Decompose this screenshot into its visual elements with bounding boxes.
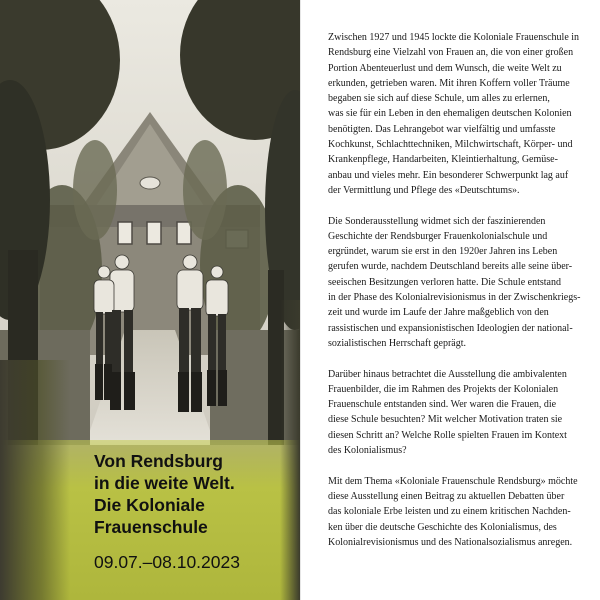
text-line: ergründet, warum sie erst in den 1920er Jahren ins Leben <box>328 246 558 258</box>
text-line: Die Sonderausstellung widmet sich der faszinierenden <box>328 215 546 227</box>
text-line: Zwischen 1927 und 1945 lockte die Koloniale Frauenschule in <box>328 32 580 43</box>
text-line: Mit dem Thema «Koloniale Frauenschule Rendsburg» möchte <box>328 475 578 487</box>
title-line: in die weite Welt. <box>94 473 235 493</box>
text-line: Geschichte der Rendsburger Frauenkolonialschule und <box>328 230 548 242</box>
text-line: zeit und wurde im Laufe der Jahre maßgeblich von den <box>328 307 549 319</box>
text-line: der Vermittlung und Pflege des «Deutschtums». <box>328 184 520 196</box>
text-line: Krankenpflege, Handarbeiten, Kleintierhaltung, Gemüse- <box>328 154 558 166</box>
text-line: in der Phase des Kolonialrevisionismus in der Zwischenkriegs- <box>328 292 581 304</box>
title-line: Frauenschule <box>94 517 208 537</box>
paragraph-history <box>328 214 598 352</box>
paragraph-conclusion <box>328 474 598 550</box>
text-line: begaben sie sich auf diese Schule, um alles zu erlernen, <box>328 93 550 105</box>
text-line: diese Schule besuchten? Mit welcher Motivation traten sie <box>328 414 563 426</box>
exhibition-title <box>94 450 294 538</box>
text-line: Frauenbilder, die im Rahmen des Projekts der Kolonialen <box>328 383 559 395</box>
text-line: Portion Abenteuerlust und dem Wunsch, die weite Welt zu <box>328 62 562 74</box>
title-line: Von Rendsburg <box>94 451 223 471</box>
exhibition-dates: 09.07.–08.10.2023 <box>94 552 240 572</box>
text-line: Darüber hinaus betrachtet die Ausstellung die ambivalenten <box>328 368 567 380</box>
text-line: seeischen Besitzungen verloren hatte. Die Schule entstand <box>328 276 561 288</box>
text-line: ken über die deutsche Geschichte des Kolonialismus, des <box>328 521 557 533</box>
text-line: Rendsburg eine Vielzahl von Frauen an, die von einer großen <box>328 47 574 59</box>
text-line: gerufen wurde, nachdem Deutschland bereits alle seine über- <box>328 261 573 273</box>
paragraph-intro <box>328 30 598 198</box>
text-line: was sie für ein Leben in den ehemaligen deutschen Kolonien <box>328 108 572 120</box>
paragraph-questions <box>328 367 598 459</box>
description-page <box>300 0 600 600</box>
text-line: diese Ausstellung einen Beitrag zu aktuellen Debatten über <box>328 490 565 502</box>
text-line: Frauenschule entstanden sind. Wer waren die Frauen, die <box>328 399 557 411</box>
text-line: des Kolonialismus? <box>328 445 407 457</box>
text-line: sozialistischen Herrschaft geprägt. <box>328 337 467 349</box>
text-line: Kolonialrevisionismus und des Nationalsozialismus anregen. <box>328 536 573 548</box>
text-line: benötigten. Das Lehrangebot war vielfältig und umfasste <box>328 123 556 135</box>
text-line: anbau und vieles mehr. Ein besonderer Schwerpunkt lag auf <box>328 169 569 181</box>
title-line: Die Koloniale <box>94 495 205 515</box>
text-line: Kochkunst, Schlachttechniken, Milchwirtschaft, Körper- und <box>328 139 573 151</box>
text-line: das koloniale Erbe leisten und zu einem kritischen Nachden- <box>328 506 571 518</box>
text-line: erkunden, getrieben waren. Mit ihren Koffern voller Träume <box>328 77 570 89</box>
text-line: rassistischen und expansionistischen Ideologien der national- <box>328 322 573 334</box>
text-line: diesen Schritt an? Welche Rolle spielten Frauen im Kontext <box>328 429 567 441</box>
description-text <box>328 30 598 565</box>
foliage-edge <box>0 360 70 600</box>
